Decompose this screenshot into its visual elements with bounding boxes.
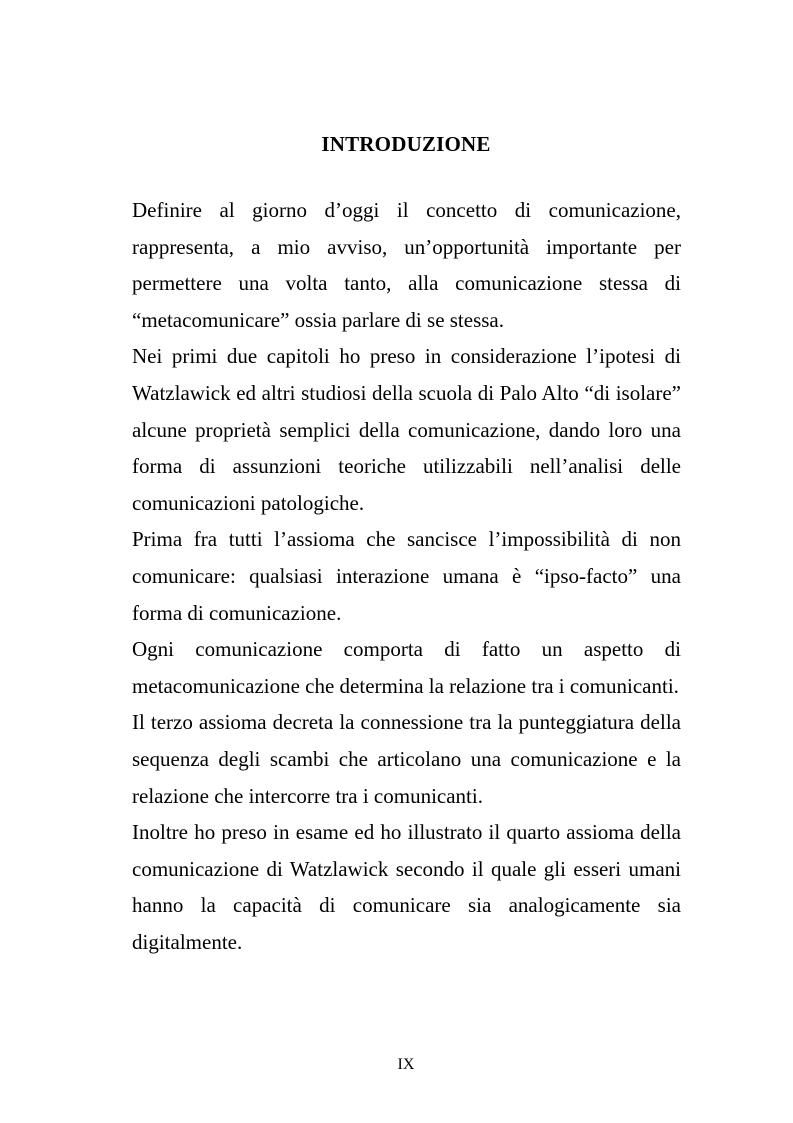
body-text (132, 192, 681, 960)
paragraph: Nei primi due capitoli ho preso in considerazione l’ipotesi di Watzlawick ed altri studiosi della scuola di Palo Alto “di isolare” alcune proprietà semplici della comunicazione, dando loro una forma di assunzioni teoriche utilizzabili nell’analisi delle comunicazioni patologiche. (132, 344, 681, 515)
paragraph: Il terzo assioma decreta la connessione tra la punteggiatura della sequenza degli scambi che articolano una comunicazione e la relazione che intercorre tra i comunicanti. (132, 710, 681, 808)
paragraph: Definire al giorno d’oggi il concetto di comunicazione, rappresenta, a mio avviso, un’opportunità importante per permettere una volta tanto, alla comunicazione stessa di “metacomunicare” ossia parlare di se stessa. (132, 198, 681, 332)
paragraph: Ogni comunicazione comporta di fatto un aspetto di metacomunicazione che determina la relazione tra i comunicanti. (132, 637, 681, 698)
paragraph: Prima fra tutti l’assioma che sancisce l’impossibilità di non comunicare: qualsiasi interazione umana è “ipso-facto” una forma di comunicazione. (132, 527, 681, 625)
paragraph: Inoltre ho preso in esame ed ho illustrato il quarto assioma della comunicazione di Watzlawick secondo il quale gli esseri umani hanno la capacità di comunicare sia analogicamente sia digitalmente. (132, 820, 681, 954)
page-title: INTRODUZIONE (321, 132, 491, 156)
page-number: IX (397, 1056, 415, 1073)
